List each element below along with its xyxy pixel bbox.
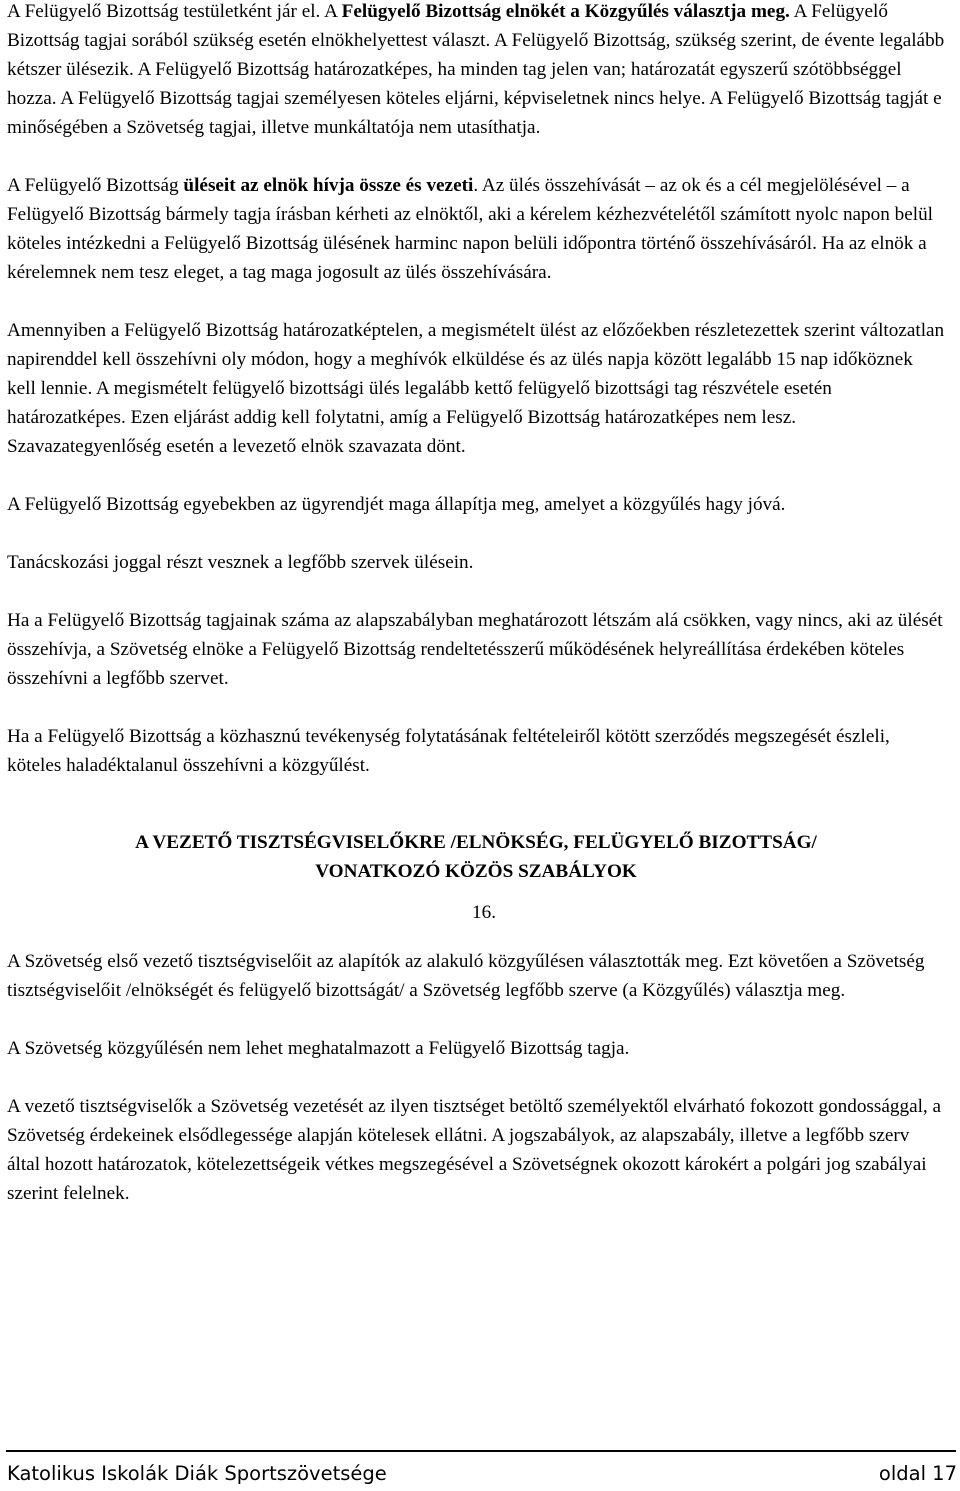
text-run: A Felügyelő Bizottság — [7, 175, 184, 196]
text-run: . Az ülés összehívását – az ok és a cél megjelölésével – a Felügyelő Bizottság bármely tagja írásban kérheti az elnöktől, aki a kérelem kézhezvételétől számított nyolc napon belül köteles intézkedni a Felügyelő Bizottság ülésének harminc napon belüli időpontra történő összehívásáról. Ha az elnök a kérelemnek nem tesz eleget, a tag maga jogosult az ülés összehívására. — [7, 175, 934, 283]
document-page — [7, 0, 945, 1208]
footer-divider — [6, 1450, 956, 1452]
text-run: A Felügyelő Bizottság tagjai sorából szükség esetén elnökhelyettest választ. A Felügyelő Bizottság, szükség szerint, de évente legalább kétszer ülésezik. A Felügyelő Bizottság határozatképes, ha minden tag jelen van; határozatát egyszerű szótöbbséggel hozza. A Felügyelő Bizottság tagjai személyesen köteles eljárni, képviseletnek nincs helye. A Felügyelő Bizottság tagját e minőségében a Szövetség tagjai, illetve munkáltatója nem utasíthatja. — [7, 1, 945, 138]
paragraph-officer-liability: A vezető tisztségviselők a Szövetség vezetését az ilyen tisztséget betöltő személyektől elvárható fokozott gondossággal, a Szövetség érdekeinek elsődlegessége alapján kötelesek ellátni. A jogszabályok, az alapszabály, illetve a legfőbb szerv által hozott határozatok, kötelezettségeik vétkes megszegésével a Szövetségnek okozott károkért a polgári jog szabályai szerint felelnek. — [7, 1096, 942, 1204]
paragraph-meeting-convocation — [7, 171, 945, 287]
text-run: Ha a Felügyelő Bizottság a közhasznú tevékenység folytatásának feltételeiről kötött szerződés megszegését észleli, köteles haladéktalanul összehívni a közgyűlést. — [7, 726, 890, 776]
text-run: Amennyiben a Felügyelő Bizottság határozatképtelen, a megismételt ülést az előzőekben részletezettek szerint változatlan napirenddel kell összehívni oly módon, hogy a meghívók elküldése és az ülés napja között legalább 15 nap időköznek kell lennie. A megismételt felügyelő bizottsági ülés legalább kettő felügyelő bizottsági tag részvétele esetén határozatképes. Ezen eljárást addig kell folytatni, amíg a Felügyelő Bizottság határozatképes nem lesz. Szavazategyenlőség esetén a levezető elnök szavazata dönt. — [7, 320, 945, 457]
bold-text-run: Felügyelő Bizottság elnökét a Közgyűlés választja meg. — [341, 1, 790, 22]
paragraph-no-proxy: A Szövetség közgyűlésén nem lehet meghatalmazott a Felügyelő Bizottság tagja. — [7, 1038, 630, 1059]
text-run: Tanácskozási joggal részt vesznek a legfőbb szervek ülésein. — [7, 552, 474, 573]
paragraph-advisory-right — [7, 548, 945, 577]
paragraph-repeated-meeting — [7, 316, 945, 461]
section-heading-line: A VEZETŐ TISZTSÉGVISELŐKRE /ELNÖKSÉG, FELÜGYELŐ BIZOTTSÁG/ — [135, 832, 817, 853]
footer-page-number: oldal 17 — [878, 1462, 957, 1485]
footer-organization: Katolikus Iskolák Diák Sportszövetsége — [7, 1462, 387, 1485]
text-run: A Felügyelő Bizottság testületként jár el. A — [7, 1, 342, 22]
paragraph-first-officers: A Szövetség első vezető tisztségviselőit az alapítók az alakuló közgyűlésen választották meg. Ezt követően a Szövetség tisztségviselőit /elnökségét és felügyelő bizottságát/ a Szövetség legfőbb szerve (a Közgyűlés) választja meg. — [7, 951, 925, 1001]
paragraph-rules-of-procedure — [7, 490, 945, 519]
paragraph-membership-shortfall — [7, 606, 945, 693]
text-run: A Felügyelő Bizottság egyebekben az ügyrendjét maga állapítja meg, amelyet a közgyűlés hagy jóvá. — [7, 494, 786, 515]
paragraph-contract-breach — [7, 722, 945, 780]
section-heading-line: VONATKOZÓ KÖZÖS SZABÁLYOK — [315, 861, 637, 882]
section-number: 16. — [472, 902, 496, 923]
text-run: Ha a Felügyelő Bizottság tagjainak száma az alapszabályban meghatározott létszám alá csökken, vagy nincs, aki az ülését összehívja, a Szövetség elnöke a Felügyelő Bizottság rendeltetésszerű működésének helyreállítása érdekében köteles összehívni a legfőbb szervet. — [7, 610, 943, 689]
section-heading — [7, 828, 945, 886]
bold-text-run: üléseit az elnök hívja össze és vezeti — [183, 175, 474, 196]
paragraph-supervisory-board-operation — [7, 0, 945, 142]
